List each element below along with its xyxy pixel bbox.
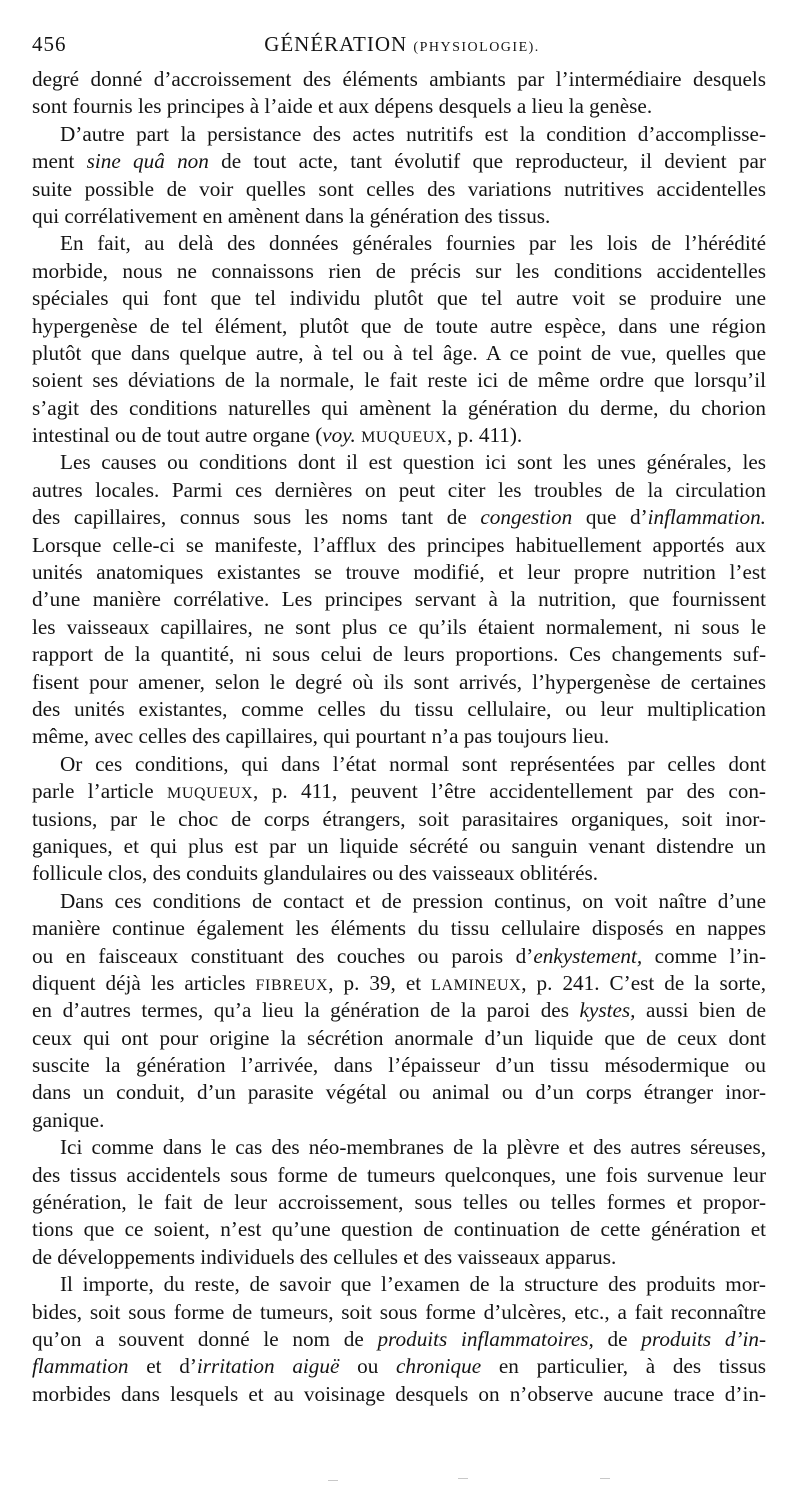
text-segment: de (593, 1326, 642, 1351)
page-number: 456 (32, 32, 67, 56)
text-segment: qu’on a souvent donné le nom de (32, 1326, 378, 1351)
text-line (32, 586, 766, 613)
text-line (32, 860, 766, 887)
text-line (32, 1326, 766, 1353)
text-line (32, 148, 766, 175)
text-line (32, 66, 766, 93)
text-segment: , p. 411, peuvent l’être accidentellement par des con- (253, 779, 766, 804)
text-line (32, 1299, 766, 1326)
text-line (32, 1189, 766, 1216)
italic-text: sine quâ non (86, 149, 209, 174)
text-line (32, 1079, 766, 1106)
text-segment: rapport de la quantité, ni sous celui de leurs proportions. Ces changements suf- (32, 642, 766, 667)
text-line (32, 1025, 766, 1052)
text-segment: ceux qui ont pour origine la sécrétion anormale d’un liquide que de ceux dont (32, 1025, 766, 1050)
text-line (32, 477, 766, 504)
text-segment: soient ses déviations de la normale, le fait reste ici de même ordre que lorsqu’il (32, 368, 766, 393)
text-line (32, 340, 766, 367)
text-segment: sont fournis les principes à l’aide et aux dépens desquels a lieu la genèse. (32, 94, 653, 119)
text-segment: degré donné d’accroissement des éléments ambiants par l’intermédiaire desquels (32, 67, 766, 91)
text-segment: des unités existantes, comme celles du tissu cellulaire, ou leur multiplication (32, 696, 766, 721)
italic-text: enkystement, (533, 943, 643, 968)
text-segment: les vaisseaux capillaires, ne sont plus ce qu’ils étaient normalement, ni sous le (32, 614, 766, 639)
text-segment: D’autre part la persistance des actes nutritifs est la condition d’accomplisse- (60, 121, 766, 146)
scan-mark (600, 1478, 610, 1479)
text-line (32, 806, 766, 833)
text-line (32, 230, 766, 257)
text-segment: de tout acte, tant évolutif que reproducteur, il devient par (208, 149, 766, 174)
text-line (32, 559, 766, 586)
text-segment: , p. 39, et (328, 970, 432, 995)
text-segment: comme l’in- (642, 943, 766, 968)
text-segment: génération, le fait de leur accroissement, sous telles ou telles formes et propor- (32, 1190, 766, 1215)
text-segment: morbides dans lesquels et au voisinage desquels on n’observe aucune trace d’in- (32, 1381, 766, 1406)
smallcaps-text: FIBREUX (255, 976, 329, 994)
text-line (32, 669, 766, 696)
text-segment: et d’ (128, 1354, 197, 1379)
text-segment: Les causes ou conditions dont il est question ici sont les unes générales, les (60, 450, 766, 475)
scan-mark (328, 1480, 338, 1481)
text-segment: de développements individuels des cellules et des vaisseaux apparus. (32, 1244, 617, 1269)
smallcaps-text: MUQUEUX (167, 785, 254, 803)
text-segment: ou (339, 1354, 397, 1379)
text-segment: d’une manière corrélative. Les principes servant à la nutrition, que fournissent (32, 587, 766, 612)
text-line (32, 614, 766, 641)
text-segment: diquent déjà les articles (32, 970, 256, 995)
text-segment: que d’ (572, 505, 648, 530)
text-segment: intestinal ou de tout autre organe ( (32, 423, 323, 448)
text-line (32, 1216, 766, 1243)
italic-text: produits d’in- (641, 1326, 766, 1351)
text-segment: morbide, nous ne connaissons rien de précis sur les conditions accidentelles (32, 258, 766, 283)
text-segment: En fait, au delà des données générales fournies par les lois de l’hérédité (60, 231, 766, 256)
smallcaps-text: MUQUEUX (361, 429, 448, 447)
text-line (32, 778, 766, 805)
text-line (32, 203, 766, 230)
text-segment: aussi bien de (635, 998, 766, 1023)
italic-text: produits inflammatoires, (377, 1326, 594, 1351)
text-segment: ganiques, et qui plus est par un liquide sécrété ou sanguin venant distendre un (32, 833, 766, 858)
text-line (32, 641, 766, 668)
text-segment: Il importe, du reste, de savoir que l’examen de la structure des produits mor- (60, 1272, 766, 1297)
text-segment: ment (32, 149, 87, 174)
text-segment: Ici comme dans le cas des néo-membranes de la plèvre et des autres séreuses, (60, 1135, 766, 1160)
text-segment: tions que ce soient, n’est qu’une question de continuation de cette génération et (32, 1217, 766, 1242)
text-segment: tusions, par le choc de corps étrangers, soit parasitaires organiques, soit inor- (32, 806, 766, 831)
text-line (32, 422, 766, 449)
text-segment: fisent pour amener, selon le degré où ils sont arrivés, l’hypergenèse de certaines (32, 669, 766, 694)
text-line (32, 1052, 766, 1079)
text-segment: même, avec celles des capillaires, qui pourtant n’a pas toujours lieu. (32, 724, 610, 749)
text-line (32, 367, 766, 394)
text-segment: ganique. (32, 1107, 105, 1132)
text-segment: s’agit des conditions naturelles qui amènent la génération du derme, du chorion (32, 395, 766, 420)
text-line (32, 1162, 766, 1189)
text-line (32, 1134, 766, 1161)
text-line (32, 395, 766, 422)
text-line (32, 751, 766, 778)
text-segment: en d’autres termes, qu’a lieu la génération de la paroi des (32, 998, 580, 1023)
text-line (32, 696, 766, 723)
text-segment: en particulier, à des tissus (481, 1354, 766, 1379)
text-line (32, 93, 766, 120)
italic-text: voy. (322, 423, 356, 448)
text-segment: manière continue également les éléments du tissu cellulaire disposés en nappes (32, 916, 766, 941)
text-line (32, 915, 766, 942)
text-segment: suite possible de voir quelles sont celles des variations nutritives accidentelles (32, 176, 766, 201)
text-segment: Or ces conditions, qui dans l’état normal sont représentées par celles dont (60, 751, 766, 776)
smallcaps-text: LAMINEUX (431, 976, 522, 994)
italic-text: kystes, (579, 998, 636, 1023)
italic-text: irritation aiguë (196, 1354, 340, 1379)
text-segment: bides, soit sous forme de tumeurs, soit sous forme d’ulcères, etc., a fait reconnaître (32, 1299, 766, 1324)
running-head (32, 32, 772, 57)
text-line (32, 1353, 766, 1380)
text-line (32, 888, 766, 915)
text-segment: qui corrélativement en amènent dans la génération des tissus. (32, 203, 551, 228)
text-line (32, 176, 766, 203)
text-segment: plutôt que dans quelque autre, à tel ou à tel âge. A ce point de vue, quelles que (32, 340, 766, 365)
text-line (32, 1381, 766, 1408)
text-segment: des tissus accidentels sous forme de tumeurs quelconques, une fois survenue leur (32, 1162, 766, 1187)
text-segment: autres locales. Parmi ces dernières on peut citer les troubles de la circulation (32, 477, 766, 502)
text-segment: suscite la génération l’arrivée, dans l’épaisseur d’un tissu mésodermique ou (32, 1053, 766, 1078)
text-segment: ou en faisceaux constituant des couches ou parois d’ (32, 943, 534, 968)
text-line (32, 1271, 766, 1298)
text-line (32, 449, 766, 476)
text-line (32, 970, 766, 997)
text-line (32, 723, 766, 750)
text-segment: dans un conduit, d’un parasite végétal ou animal ou d’un corps étranger inor- (32, 1080, 766, 1105)
text-segment: , p. 411). (447, 423, 523, 448)
text-line (32, 943, 766, 970)
text-line (32, 833, 766, 860)
text-line (32, 504, 766, 531)
italic-text: flammation (32, 1354, 129, 1379)
page-header (32, 32, 772, 62)
text-segment: unités anatomiques existantes se trouve modifié, et leur propre nutrition l’est (32, 560, 766, 585)
text-segment: follicule clos, des conduits glandulaires ou des vaisseaux oblitérés. (32, 861, 599, 886)
italic-text: inflammation. (647, 505, 766, 530)
body-text (32, 66, 766, 1408)
text-line (32, 258, 766, 285)
text-segment: hypergenèse de tel élément, plutôt que de toute autre espèce, dans une région (32, 313, 766, 338)
italic-text: chronique (396, 1354, 482, 1379)
running-head-subtitle: (PHYSIOLOGIE). (413, 40, 540, 55)
text-segment: parle l’article (32, 779, 168, 804)
text-segment: spéciales qui font que tel individu plutôt que tel autre voit se produire une (32, 286, 766, 311)
text-line (32, 532, 766, 559)
text-line (32, 1244, 766, 1271)
text-line (32, 997, 766, 1024)
text-line (32, 285, 766, 312)
running-head-title: GÉNÉRATION (264, 32, 408, 56)
text-segment: Dans ces conditions de contact et de pression continus, on voit naître d’une (60, 888, 766, 913)
text-line (32, 1107, 766, 1134)
text-segment: des capillaires, connus sous les noms tant de (32, 505, 481, 530)
text-segment: Lorsque celle-ci se manifeste, l’afflux des principes habituellement apportés aux (32, 532, 766, 557)
italic-text: congestion (480, 505, 573, 530)
scan-mark (458, 1478, 468, 1479)
text-line (32, 313, 766, 340)
text-line (32, 121, 766, 148)
text-segment: , p. 241. C’est de la sorte, (521, 970, 766, 995)
